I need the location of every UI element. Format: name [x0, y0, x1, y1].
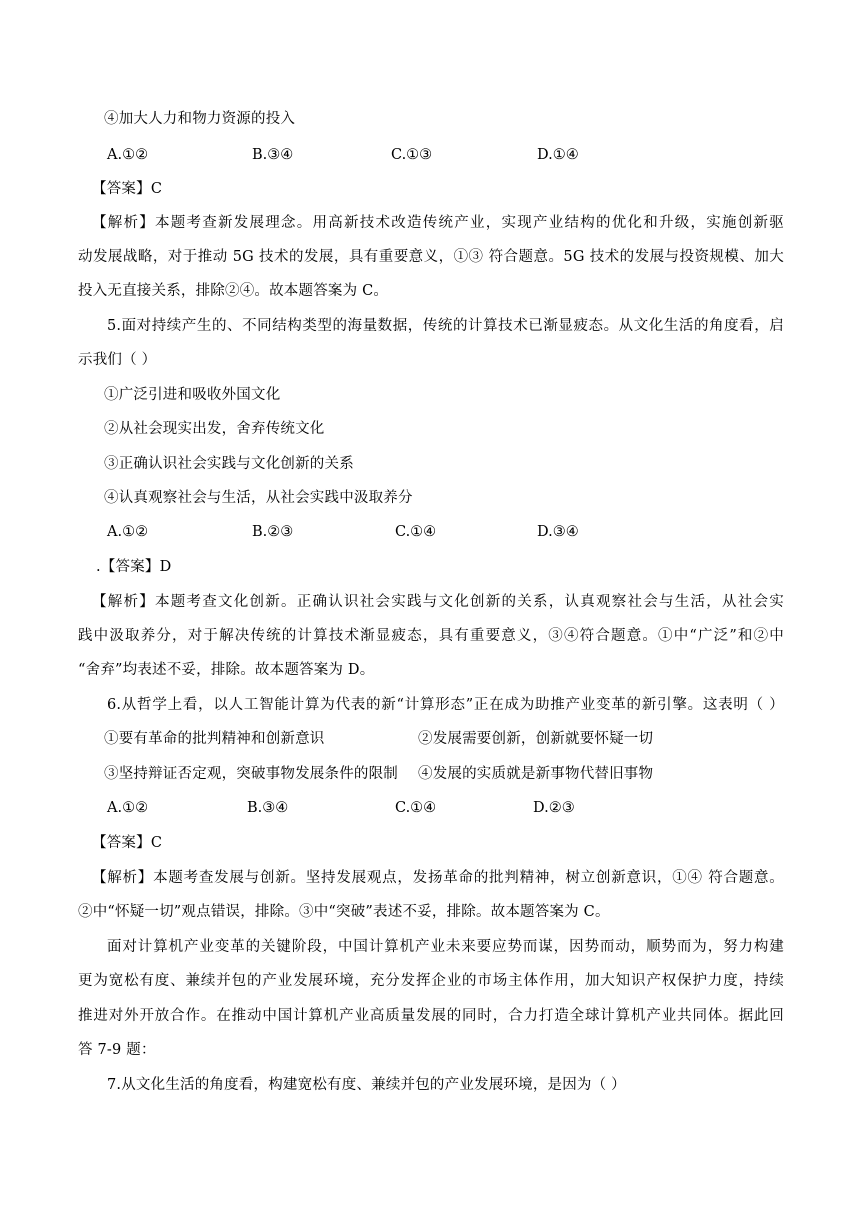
- q6-option-a: A.①②: [107, 800, 149, 816]
- q5-answer-value: D: [159, 559, 172, 575]
- q5-item-1: ①广泛引进和吸收外国文化: [104, 387, 281, 403]
- q5-answer-label: .【答案】: [96, 559, 160, 575]
- q6-answer-label: 【答案】: [92, 835, 151, 851]
- q4-option-d: D.①④: [537, 147, 579, 163]
- q6-option-d: D.②③: [533, 800, 575, 816]
- q5-option-b: B.②③: [252, 524, 294, 540]
- q5-option-a: A.①②: [107, 524, 149, 540]
- q4-analysis-line-3: 投入无直接关系，排除②④。故本题答案为 C。: [78, 283, 389, 299]
- q5-stem-line-2: 示我们（ ）: [78, 352, 157, 368]
- material-line-4: 答 7-9 题：: [78, 1042, 156, 1058]
- q5-analysis-line-1: 【解析】本题考查文化创新。正确认识社会实践与文化创新的关系，认真观察社会与生活，从社会实: [92, 594, 784, 610]
- q4-item-4: ④加大人力和物力资源的投入: [104, 111, 296, 127]
- q4-answer-value: C: [150, 181, 163, 197]
- q6-option-c: C.①④: [395, 800, 437, 816]
- q6-stem: 6.从哲学上看，以人工智能计算为代表的新“计算形态”正在成为助推产业变革的新引擎。这表明（ ）: [107, 697, 784, 713]
- q5-analysis-line-2: 践中汲取养分，对于解决传统的计算技术渐显疲态，具有重要意义，③④符合题意。①中“广泛”和②中: [78, 628, 784, 644]
- q5-item-3: ③正确认识社会实践与文化创新的关系: [104, 456, 354, 472]
- material-line-1: 面对计算机产业变革的关键阶段，中国计算机产业未来要应势而谋，因势而动，顺势而为，努力构建: [107, 939, 784, 955]
- material-line-2: 更为宽松有度、兼续并包的产业发展环境，充分发挥企业的市场主体作用，加大知识产权保护力度，持续: [78, 973, 784, 989]
- q7-stem: 7.从文化生活的角度看，构建宽松有度、兼续并包的产业发展环境，是因为（ ）: [107, 1077, 626, 1093]
- q5-option-c: C.①④: [395, 524, 437, 540]
- q4-analysis-line-1: 【解析】本题考查新发展理念。用高新技术改造传统产业，实现产业结构的优化和升级，实施创新驱: [92, 215, 784, 231]
- q4-option-b: B.③④: [252, 147, 294, 163]
- q4-analysis-line-2: 动发展战略，对于推动 5G 技术的发展，具有重要意义，①③ 符合题意。5G 技术的发展与投资规模、加大: [78, 249, 784, 265]
- q6-analysis-line-2: ②中“怀疑一切”观点错误，排除。③中“突破”表述不妥，排除。故本题答案为 C。: [78, 904, 610, 920]
- q6-item-4: ④发展的实质就是新事物代替旧事物: [418, 766, 654, 782]
- q5-option-d: D.③④: [537, 524, 579, 540]
- q5-item-4: ④认真观察社会与生活，从社会实践中汲取养分: [104, 490, 413, 506]
- q6-item-2: ②发展需要创新，创新就要怀疑一切: [418, 731, 654, 747]
- q6-answer-value: C: [150, 835, 163, 851]
- q6-analysis-line-1: 【解析】本题考查发展与创新。坚持发展观点，发扬革命的批判精神，树立创新意识，①④ 符合题意。: [92, 870, 784, 886]
- q5-analysis-line-3: “舍弃”均表述不妥，排除。故本题答案为 D。: [78, 662, 375, 678]
- q6-item-1: ①要有革命的批判精神和创新意识: [104, 731, 325, 747]
- q4-option-a: A.①②: [107, 147, 149, 163]
- q5-answer: [96, 557, 171, 577]
- q4-answer-label: 【答案】: [92, 181, 151, 197]
- q6-answer: [92, 833, 162, 853]
- q5-item-2: ②从社会现实出发，舍弃传统文化: [104, 421, 325, 437]
- q4-answer: [92, 179, 162, 199]
- q5-stem-line-1: 5.面对持续产生的、不同结构类型的海量数据，传统的计算技术已渐显疲态。从文化生活的角度看，启: [107, 318, 784, 334]
- material-line-3: 推进对外开放合作。在推动中国计算机产业高质量发展的同时，合力打造全球计算机产业共同体。据此回: [78, 1008, 784, 1024]
- q4-option-c: C.①③: [391, 147, 433, 163]
- q6-item-3: ③坚持辩证否定观，突破事物发展条件的限制: [104, 766, 398, 782]
- q6-option-b: B.③④: [247, 800, 289, 816]
